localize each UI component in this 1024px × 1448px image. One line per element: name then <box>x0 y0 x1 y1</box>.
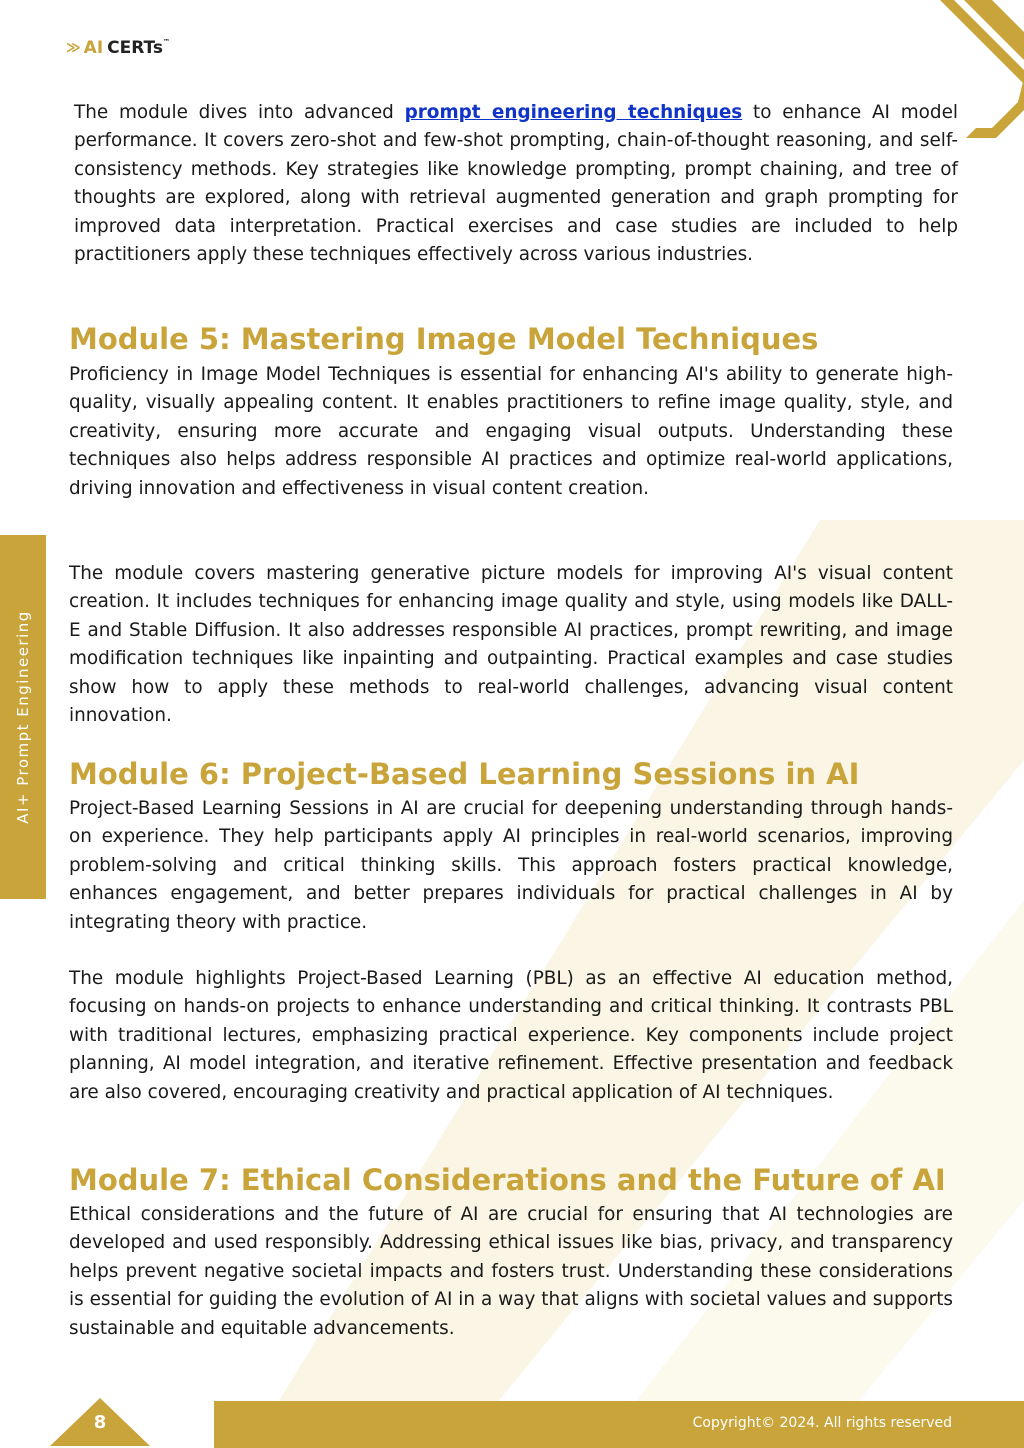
logo-trademark: ™ <box>163 38 171 46</box>
logo-ai-text: AI <box>83 38 104 58</box>
module-7-paragraph-1: Ethical considerations and the future of AI are crucial for ensuring that AI technologies are developed and used responsibly. Addressing ethical issues like bias, privacy, and transparency helps prevent negative societal impacts and fosters trust. Understanding these considerations is essential for guiding the evolution of AI in a way that aligns with societal values and supports sustainable and equitable advancements. <box>69 1204 953 1339</box>
module-5-heading: Module 5: Mastering Image Model Techniques <box>69 322 819 356</box>
intro-paragraph <box>74 99 958 269</box>
copyright-text: Copyright© 2024. All rights reserved <box>692 1415 952 1431</box>
intro-text-start: The module dives into advanced <box>74 102 405 123</box>
intro-text-end: to enhance AI model performance. It covers zero-shot and few-shot prompting, chain-of-thought reasoning, and self-consistency methods. Key strategies like knowledge prompting, prompt chaining, and tree of thoughts are explored, along with retrieval augmented generation and graph prompting for improved data interpretation. Practical exercises and case studies are included to help practitioners apply these techniques effectively across various industries. <box>74 102 959 266</box>
module-6-paragraph-1: Project-Based Learning Sessions in AI are crucial for deepening understanding through hands-on experience. They help participants apply AI principles in real-world scenarios, improving problem-solving and critical thinking skills. This approach fosters practical knowledge, enhances engagement, and better prepares individuals for practical challenges in AI by integrating theory with practice. <box>69 798 953 933</box>
logo-chevron-icon: ≫ <box>66 40 80 56</box>
module-5-paragraph-2: The module covers mastering generative picture models for improving AI's visual content creation. It includes techniques for enhancing image quality and style, using models like DALL-E and Stable Diffusion. It also addresses responsible AI practices, prompt rewriting, and image modification techniques like inpainting and outpainting. Practical examples and case studies show how to apply these methods to real-world challenges, advancing visual content innovation. <box>69 563 953 727</box>
page-number: 8 <box>93 1412 107 1433</box>
prompt-engineering-link[interactable]: prompt engineering techniques <box>404 102 743 123</box>
module-6-heading: Module 6: Project-Based Learning Sessions in AI <box>69 757 860 791</box>
module-6-paragraph-2: The module highlights Project-Based Learning (PBL) as an effective AI education method, focusing on hands-on projects to enhance understanding and critical thinking. It contrasts PBL with traditional lectures, emphasizing practical experience. Key components include project planning, AI model integration, and iterative refinement. Effective presentation and feedback are also covered, encouraging creativity and practical application of AI techniques. <box>69 968 953 1103</box>
footer-bar <box>214 1401 1024 1448</box>
side-tab <box>0 535 46 899</box>
logo-certs-word: CERTs <box>107 38 164 58</box>
module-5-paragraph-1: Proficiency in Image Model Techniques is essential for enhancing AI's ability to generate high-quality, visually appealing content. It enables practitioners to refine image quality, style, and creativity, ensuring more accurate and engaging visual outputs. Understanding these techniques also helps address responsible AI practices and optimize real-world applications, driving innovation and effectiveness in visual content creation. <box>69 364 953 499</box>
logo-certs-text <box>107 38 170 58</box>
module-7-heading: Module 7: Ethical Considerations and the Future of AI <box>69 1163 946 1197</box>
aicerts-logo <box>66 38 170 58</box>
side-tab-label: AI+ Prompt Engineering <box>14 610 32 824</box>
